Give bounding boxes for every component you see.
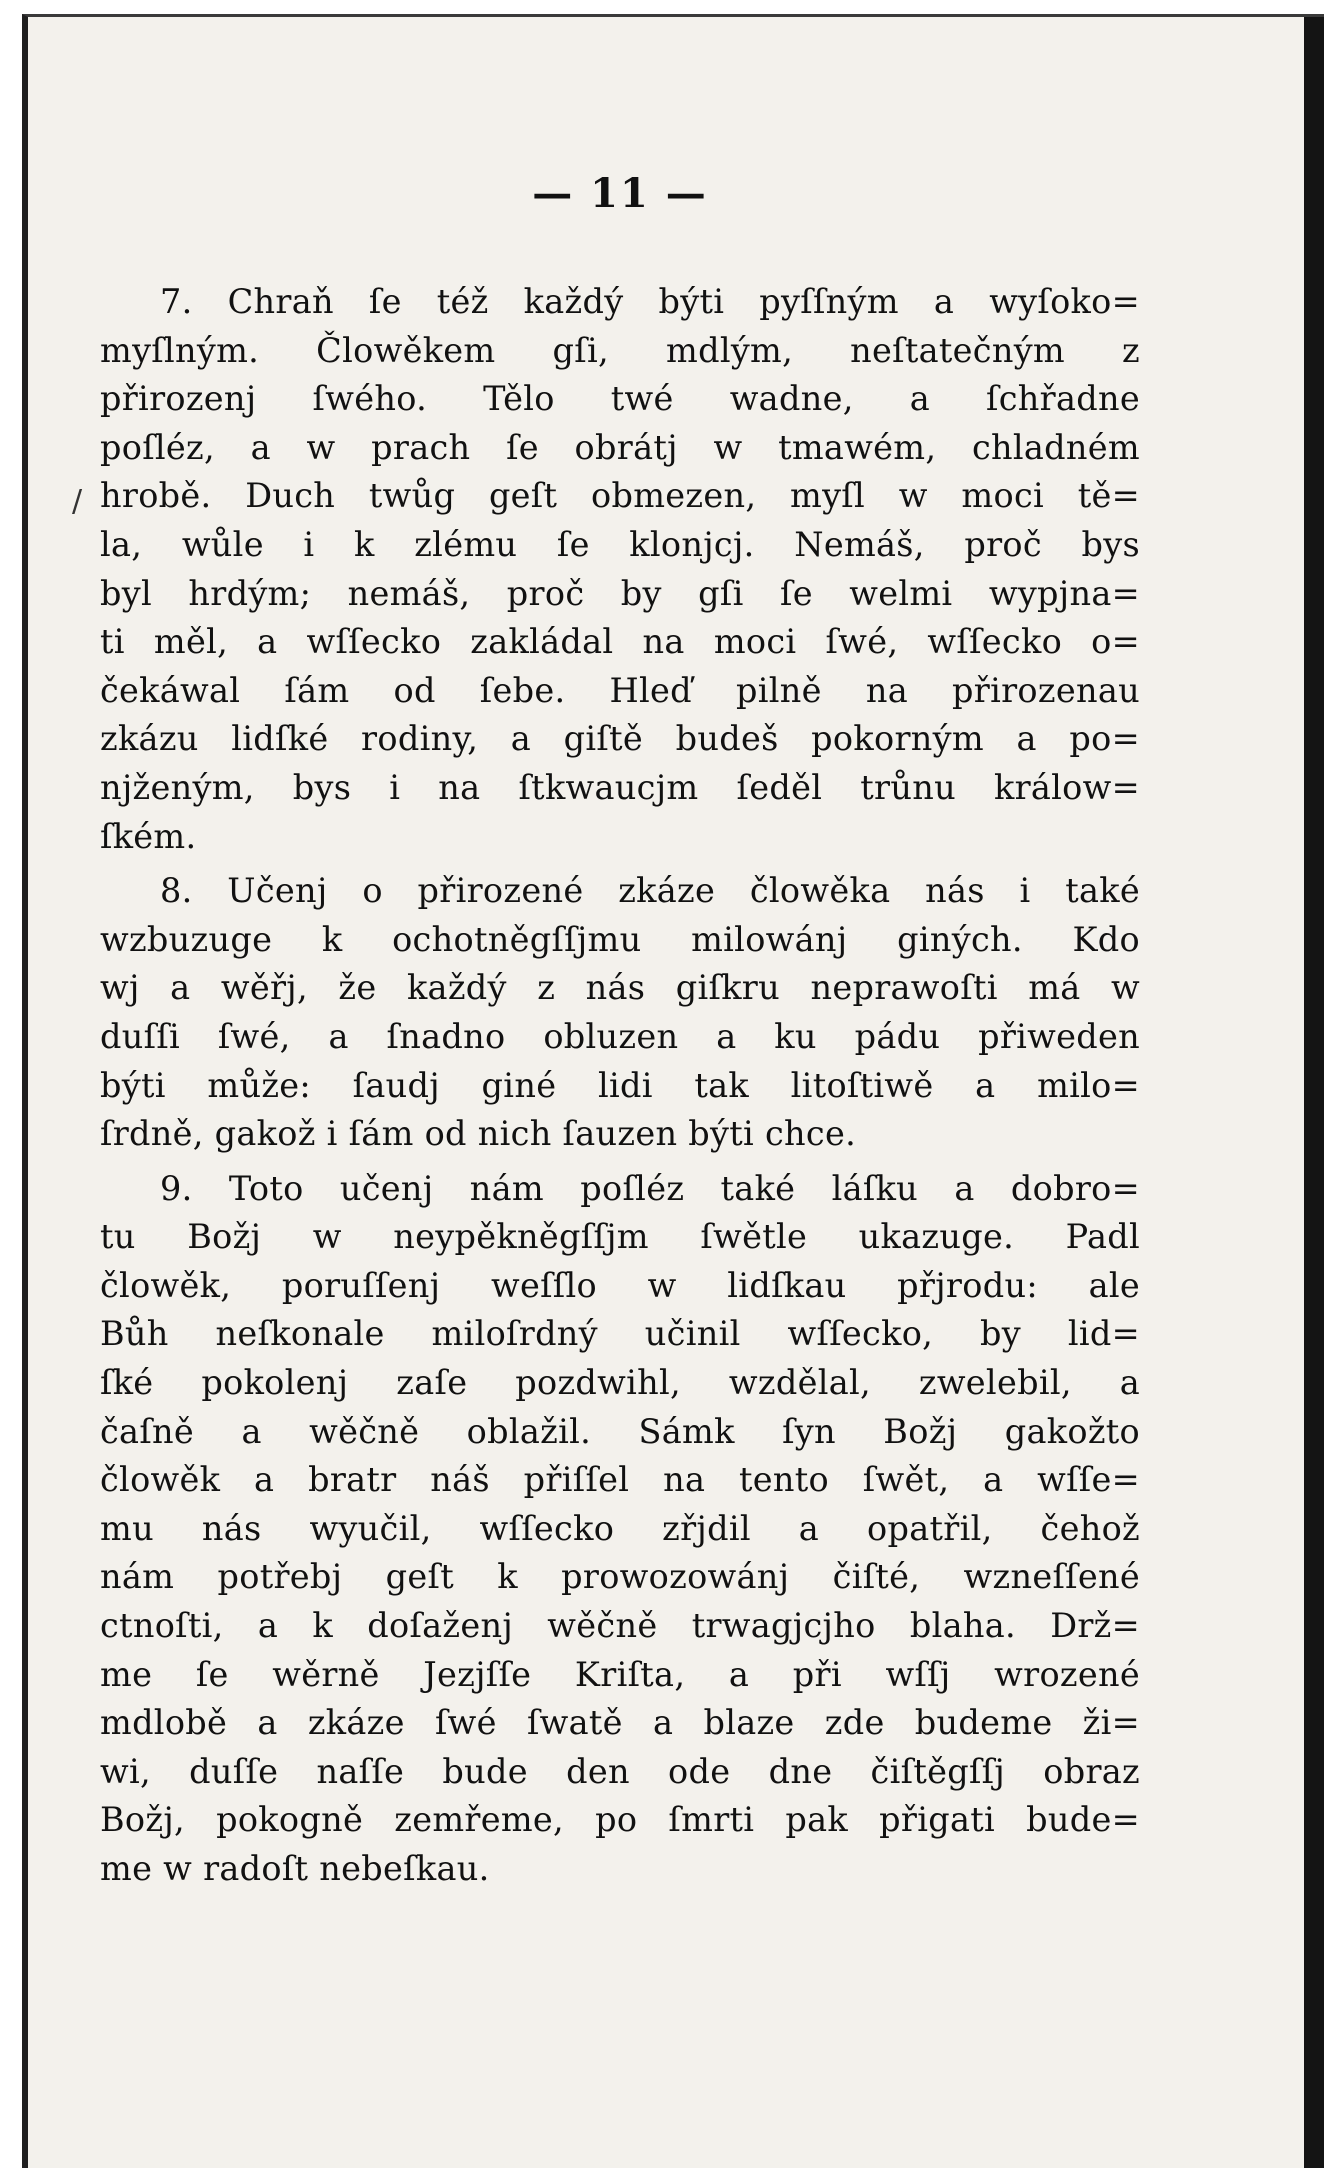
page-number: — 11 — bbox=[532, 170, 708, 217]
text-line: mdlobě a zkáze ſwé ſwatě a blaze zde budeme ži= bbox=[100, 1703, 1140, 1743]
text-line: 7. Chraň ſe též každý býti pyſſným a wyſoko= bbox=[160, 282, 1140, 321]
text-line: nám potřebj geſt k prowozowánj čiſté, wzneſſené bbox=[100, 1557, 1140, 1597]
margin-mark: / bbox=[72, 484, 83, 519]
text-line: tu Božj w neypěkněgſſjm ſwětle ukazuge. Padl bbox=[100, 1217, 1140, 1257]
text-line: byl hrdým; nemáš, proč by gſi ſe welmi wypjna= bbox=[100, 573, 1140, 613]
text-line: wj a wěřj, že každý z nás giſkru neprawoſti má w bbox=[100, 968, 1140, 1008]
text-line: ti měl, a wſſecko zakládal na moci ſwé, wſſecko o= bbox=[100, 622, 1140, 662]
text-line: ſkém. bbox=[100, 816, 197, 856]
text-line: me ſe wěrně Jezjſſe Kriſta, a při wſſj wrozené bbox=[100, 1654, 1140, 1694]
text-line: zkázu lidſké rodiny, a giſtě budeš pokorným a po= bbox=[100, 719, 1140, 759]
paragraph-8 bbox=[100, 867, 1140, 1159]
text-line: njženým, bys i na ſtkwaucjm ſeděl trůnu králow= bbox=[100, 767, 1140, 807]
paragraph-9 bbox=[100, 1165, 1140, 1894]
text-line: ſké pokolenj zaſe pozdwihl, wzdělal, zwelebil, a bbox=[100, 1363, 1140, 1403]
text-line: la, wůle i k zlému ſe klonjcj. Nemáš, proč bys bbox=[100, 524, 1140, 564]
text-line: přirozenj ſwého. Tělo twé wadne, a ſchřadne bbox=[100, 379, 1140, 419]
text-line: 9. Toto učenj nám poſléz také láſku a dobro= bbox=[160, 1168, 1140, 1208]
text-line: myſlným. Člowěkem gſi, mdlým, neſtatečným z bbox=[100, 330, 1140, 370]
text-line: hrobě. Duch twůg geſt obmezen, myſl w moci tě= bbox=[100, 476, 1140, 516]
text-line: 8. Učenj o přirozené zkáze člowěka nás i také bbox=[160, 871, 1140, 911]
text-line: ctnoſti, a k doſaženj wěčně trwagjcjho blaha. Drž= bbox=[100, 1606, 1140, 1646]
text-line: mu nás wyučil, wſſecko zřjdil a opatřil, čehož bbox=[100, 1508, 1140, 1548]
text-body bbox=[100, 150, 1140, 1900]
paragraph-7 bbox=[100, 278, 1140, 861]
text-line: poſléz, a w prach ſe obrátj w tmawém, chladném bbox=[100, 427, 1140, 467]
text-line: Božj, pokogně zemřeme, po ſmrti pak přigati bude= bbox=[100, 1800, 1140, 1840]
text-line: ſrdně, gakož i ſám od nich ſauzen býti chce. bbox=[100, 1114, 857, 1154]
text-line: duſſi ſwé, a ſnadno obluzen a ku pádu přiweden bbox=[100, 1016, 1140, 1056]
text-line: člowěk a bratr náš přiſſel na tento ſwět, a wſſe= bbox=[100, 1460, 1140, 1500]
text-line: čekáwal ſám od ſebe. Hleď pilně na přirozenau bbox=[100, 670, 1140, 710]
text-line: člowěk, poruſſenj weſſlo w lidſkau přjrodu: ale bbox=[100, 1265, 1140, 1305]
text-line: Bůh neſkonale miloſrdný učinil wſſecko, by lid= bbox=[100, 1314, 1140, 1354]
binding-edge bbox=[1304, 17, 1324, 2168]
text-line: býti může: ſaudj giné lidi tak litoſtiwě a milo= bbox=[100, 1065, 1140, 1105]
text-line: me w radoſt nebeſkau. bbox=[100, 1849, 490, 1888]
text-line: wzbuzuge k ochotněgſſjmu milowánj giných. Kdo bbox=[100, 919, 1140, 959]
text-line: čaſně a wěčně oblažil. Sámk ſyn Božj gakožto bbox=[100, 1411, 1140, 1451]
text-line: wi, duſſe naſſe bude den ode dne čiſtěgſſj obraz bbox=[100, 1751, 1140, 1791]
